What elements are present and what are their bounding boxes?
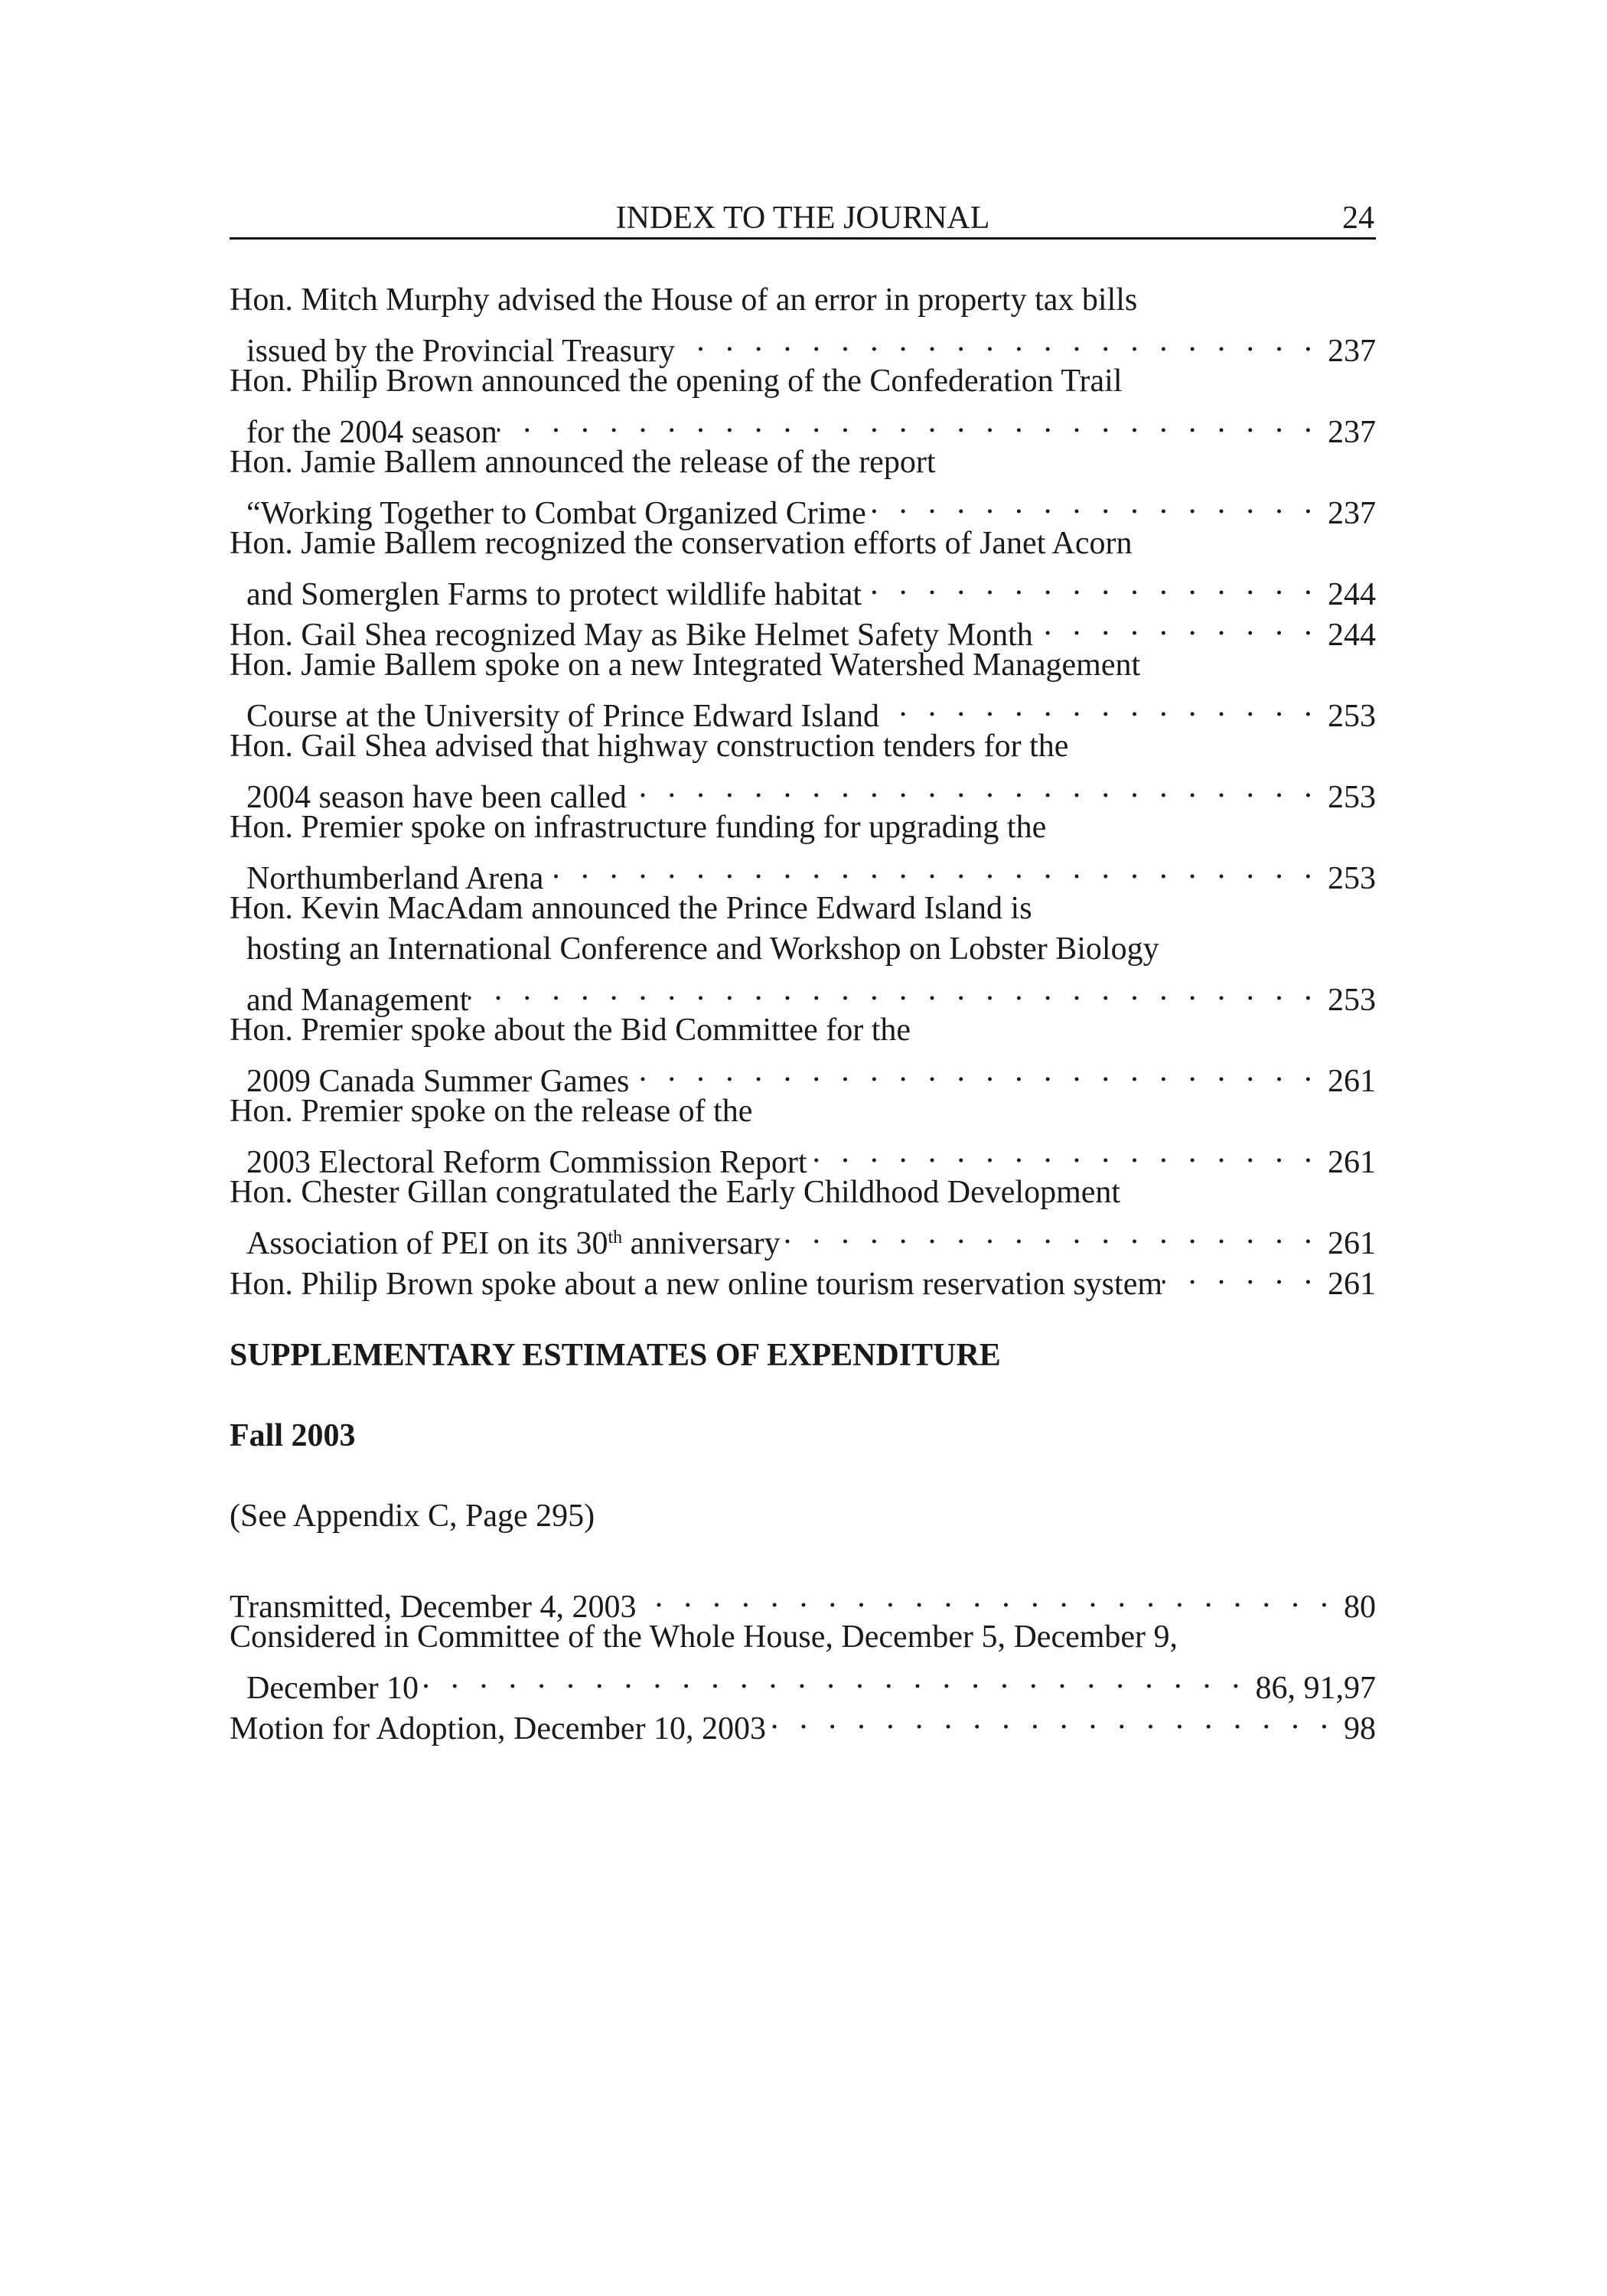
entry-text: anniversary — [622, 1226, 781, 1261]
index-content — [230, 280, 1376, 1746]
entry-leader-line — [230, 1051, 1376, 1099]
section-heading: SUPPLEMENTARY ESTIMATES OF EXPENDITURE — [230, 1338, 1001, 1373]
see-also-reference: (See Appendix C, Page 295) — [230, 1499, 595, 1534]
index-entry — [230, 1617, 1376, 1706]
dot-leader — [879, 686, 1328, 726]
index-entry — [230, 280, 1376, 369]
page-reference: 80 — [1344, 1590, 1376, 1625]
section-subheading: Fall 2003 — [230, 1418, 356, 1453]
ordinal-superscript: th — [608, 1228, 623, 1247]
index-entry — [230, 442, 1376, 531]
index-entry — [230, 1172, 1376, 1261]
entry-final-text: Course at the University of Prince Edward Island — [246, 699, 879, 734]
entry-text-line: Hon. Philip Brown announced the opening of the Confederation Trail — [230, 364, 1123, 399]
index-entry — [230, 889, 1376, 1018]
entry-text-line: hosting an International Conference and Workshop on Lobster Biology — [246, 931, 1159, 967]
entry-leader-line — [230, 970, 1376, 1018]
entry-text: Association of PEI on its 30 — [246, 1226, 608, 1261]
header-title: INDEX TO THE JOURNAL — [615, 201, 990, 236]
dot-leader — [637, 1577, 1344, 1617]
index-entry — [230, 361, 1376, 450]
entry-final-text: December 10 — [246, 1671, 419, 1706]
index-entry — [230, 523, 1376, 612]
entry-final-text: 2009 Canada Summer Games — [246, 1064, 630, 1099]
entry-final-text: 2003 Electoral Reform Commission Report — [246, 1145, 807, 1180]
entry-leader-line — [230, 564, 1376, 612]
entry-final-text: and Management — [246, 983, 469, 1018]
dot-leader — [866, 483, 1328, 523]
running-header — [230, 201, 1376, 240]
dot-leader — [1033, 605, 1328, 645]
page-reference: 244 — [1328, 618, 1376, 653]
page-reference: 253 — [1328, 699, 1376, 734]
page-reference: 261 — [1328, 1267, 1376, 1302]
entry-final-text: Transmitted, December 4, 2003 — [230, 1590, 637, 1625]
index-entry — [230, 726, 1376, 815]
entry-text-line: Considered in Committee of the Whole House, December 5, December 9, — [230, 1619, 1178, 1655]
entry-leader-line — [230, 321, 1376, 369]
page-reference: 237 — [1328, 415, 1376, 450]
entry-final-text: Northumberland Arena — [246, 861, 544, 896]
index-entry — [230, 1577, 1376, 1625]
dot-leader — [468, 970, 1328, 1010]
entry-final-text: for the 2004 season — [246, 415, 497, 450]
entry-text-line: Hon. Premier spoke about the Bid Committee for the — [230, 1013, 911, 1048]
dot-leader — [629, 1051, 1328, 1091]
entry-leader-line — [230, 1213, 1376, 1261]
entry-text-line: Hon. Premier spoke on infrastructure funding for upgrading the — [230, 810, 1047, 845]
entry-text-line: Hon. Premier spoke on the release of the — [230, 1094, 753, 1129]
entry-leader-line — [230, 1132, 1376, 1180]
statement-entries — [230, 280, 1376, 1302]
dot-leader — [781, 1213, 1328, 1254]
entry-text-line: Hon. Chester Gillan congratulated the Early Childhood Development — [230, 1175, 1121, 1210]
dot-leader — [543, 848, 1328, 889]
page-reference: 237 — [1328, 496, 1376, 531]
dot-leader — [1162, 1254, 1328, 1294]
page-reference: 237 — [1328, 334, 1376, 369]
entry-leader-line — [230, 767, 1376, 815]
entry-text-line: Hon. Mitch Murphy advised the House of an error in property tax bills — [230, 282, 1138, 318]
page-reference: 253 — [1328, 780, 1376, 815]
dot-leader — [497, 402, 1328, 442]
page-number: 24 — [1342, 201, 1374, 236]
entry-leader-line — [230, 848, 1376, 896]
entry-leader-line — [230, 402, 1376, 450]
dot-leader — [766, 1698, 1344, 1739]
index-entry — [230, 1010, 1376, 1099]
entry-final-text: issued by the Provincial Treasury — [246, 334, 675, 369]
entry-leader-line — [230, 1658, 1376, 1706]
entry-leader-line — [230, 686, 1376, 734]
entry-text-line: Hon. Jamie Ballem announced the release of the report — [230, 445, 936, 480]
page-reference: 261 — [1328, 1145, 1376, 1180]
entry-leader-line — [230, 1577, 1376, 1625]
entry-final-text — [246, 1224, 781, 1269]
page-reference: 98 — [1344, 1711, 1376, 1746]
index-entry — [230, 807, 1376, 896]
entry-text-line: Hon. Kevin MacAdam announced the Prince Edward Island is — [230, 891, 1032, 926]
entry-text-line: Hon. Gail Shea advised that highway construction tenders for the — [230, 729, 1069, 764]
entry-final-text: Hon. Gail Shea recognized May as Bike Helmet Safety Month — [230, 618, 1033, 653]
section-entries — [230, 1577, 1376, 1746]
entry-final-text: Motion for Adoption, December 10, 2003 — [230, 1711, 767, 1746]
page-reference: 253 — [1328, 861, 1376, 896]
dot-leader — [419, 1658, 1255, 1698]
page-reference: 261 — [1328, 1064, 1376, 1099]
entry-text-line: Hon. Jamie Ballem recognized the conservation efforts of Janet Acorn — [230, 526, 1133, 561]
entry-final-text: and Somerglen Farms to protect wildlife habitat — [246, 577, 862, 612]
dot-leader — [627, 767, 1328, 807]
index-entry — [230, 1091, 1376, 1180]
page-reference: 261 — [1328, 1226, 1376, 1261]
entry-final-text: “Working Together to Combat Organized Crime — [246, 496, 866, 531]
dot-leader — [862, 564, 1328, 605]
dot-leader — [675, 321, 1328, 361]
page-reference: 86, 91,97 — [1255, 1671, 1376, 1706]
page-reference: 253 — [1328, 983, 1376, 1018]
page-reference: 244 — [1328, 577, 1376, 612]
entry-final-text: 2004 season have been called — [246, 780, 627, 815]
entry-final-text: Hon. Philip Brown spoke about a new online tourism reservation system — [230, 1267, 1163, 1302]
dot-leader — [807, 1132, 1328, 1172]
entry-leader-line — [230, 483, 1376, 531]
index-entry — [230, 645, 1376, 734]
entry-text-line: Hon. Jamie Ballem spoke on a new Integrated Watershed Management — [230, 647, 1141, 683]
